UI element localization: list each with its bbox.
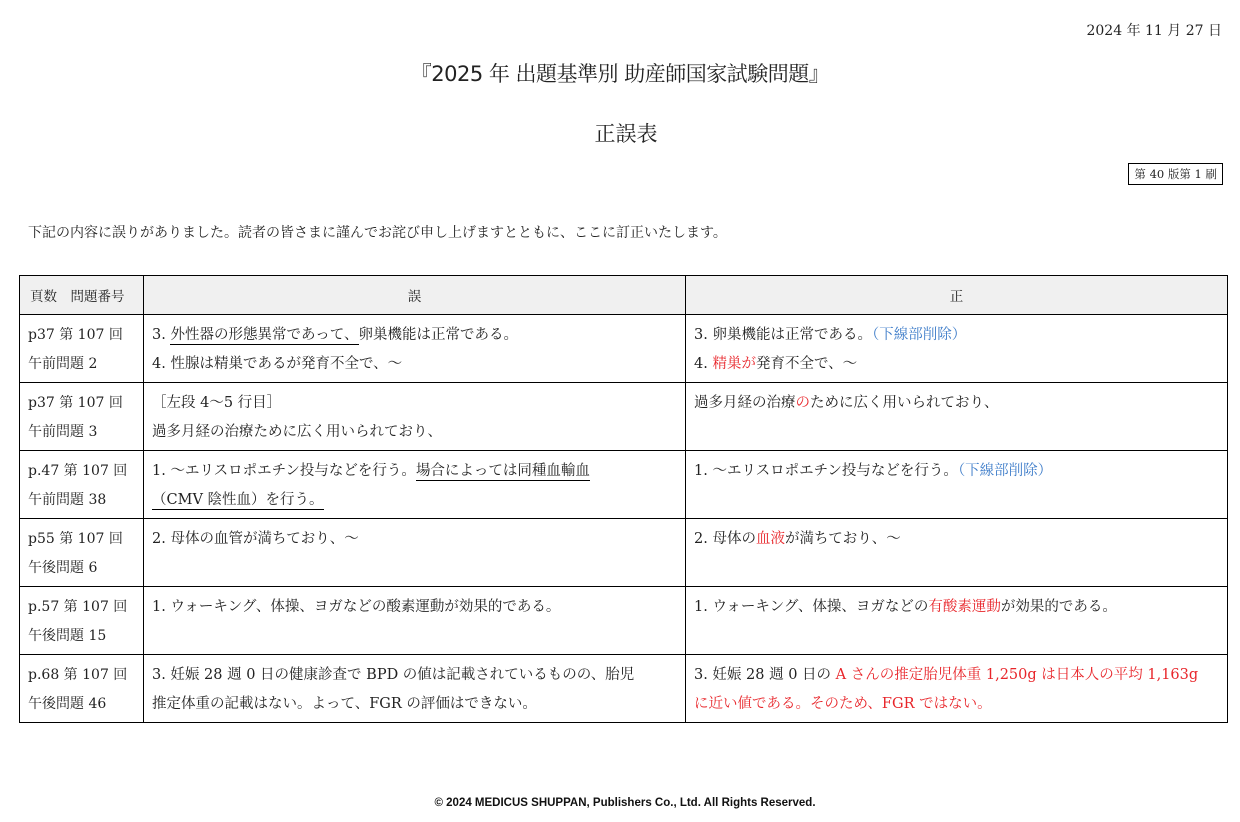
page-cell: [20, 587, 144, 655]
text-segment: 3.: [152, 327, 171, 343]
text-line: [694, 321, 1219, 350]
copyright-footer: © 2024 MEDICUS SHUPPAN, Publishers Co., Ltd. All Rights Reserved.: [434, 797, 816, 809]
text-segment: 3. 妊娠 28 週 0 日の健康診査で BPD の値は記載されているものの、胎児: [152, 667, 635, 683]
correct-text-cell: [686, 655, 1228, 723]
table-row: [20, 451, 1228, 519]
text-line: [152, 593, 677, 622]
text-segment: ［左段 4～5 行目］: [152, 395, 282, 411]
text-segment: 過多月経の治療: [694, 395, 796, 411]
page-reference: 午後問題 46: [28, 696, 107, 712]
text-line: [152, 486, 677, 515]
header-page: 頁数 問題番号: [20, 276, 144, 315]
text-line: [152, 389, 677, 418]
page-reference: p37 第 107 回: [28, 327, 123, 343]
page-cell: [20, 519, 144, 587]
underlined-error-text: 場合によっては同種血輸血: [415, 463, 590, 479]
deletion-note: （下線部削除）: [957, 463, 1053, 479]
page-reference: 午前問題 3: [28, 424, 98, 440]
underlined-error-text: （CMV 陰性血）を行う。: [152, 492, 324, 508]
text-segment: 1. ～エリスロポエチン投与などを行う。: [152, 463, 416, 479]
text-line: [152, 418, 677, 447]
text-line: [694, 389, 1219, 418]
text-segment: 1. ～エリスロポエチン投与などを行う。: [694, 463, 958, 479]
text-segment: が満ちており、～: [784, 531, 901, 547]
document-title: 『2025 年 出題基準別 助産師国家試験問題』: [410, 62, 830, 86]
text-line: [152, 661, 677, 690]
page-reference: 午後問題 15: [28, 628, 107, 644]
text-line: [152, 350, 677, 379]
page-reference: p37 第 107 回: [28, 395, 123, 411]
corrected-text: 精巣が: [712, 356, 756, 372]
text-segment: 推定体重の記載はない。よって、FGR の評価はできない。: [152, 696, 537, 712]
correct-text-cell: [686, 587, 1228, 655]
wrong-text-cell: [144, 519, 686, 587]
text-segment: 3. 妊娠 28 週 0 日の: [694, 667, 836, 683]
text-line: [694, 525, 1219, 554]
wrong-text-cell: [144, 587, 686, 655]
table-row: [20, 383, 1228, 451]
text-segment: 2. 母体の血管が満ちており、～: [152, 531, 359, 547]
text-segment: 過多月経の治療ために広く用いられており、: [152, 424, 442, 440]
text-segment: が効果的である。: [1000, 599, 1117, 615]
corrected-text: の: [795, 395, 810, 411]
text-line: [694, 350, 1219, 379]
text-line: [694, 457, 1219, 486]
issue-date: 2024 年 11 月 27 日: [1086, 23, 1222, 39]
correct-text-cell: [686, 315, 1228, 383]
text-line: [694, 661, 1219, 690]
text-segment: ために広く用いられており、: [810, 395, 999, 411]
text-segment: 1. ウォーキング、体操、ヨガなどの酸素運動が効果的である。: [152, 599, 561, 615]
page-reference: p.47 第 107 回: [28, 463, 128, 479]
page-reference: 午後問題 6: [28, 560, 98, 576]
correct-text-cell: [686, 383, 1228, 451]
wrong-text-cell: [144, 315, 686, 383]
page-cell: [20, 451, 144, 519]
page-reference: p.68 第 107 回: [28, 667, 128, 683]
header-right: 正: [686, 276, 1228, 315]
deletion-note: （下線部削除）: [871, 327, 967, 343]
text-line: [152, 525, 677, 554]
corrected-text: に近い値である。そのため、FGR ではない。: [694, 696, 992, 712]
table-row: [20, 519, 1228, 587]
corrected-text: 有酸素運動: [928, 599, 1001, 615]
page-cell: [20, 655, 144, 723]
page-reference: p55 第 107 回: [28, 531, 123, 547]
text-segment: 4. 性腺は精巣であるが発育不全で、～: [152, 356, 403, 372]
table-row: [20, 315, 1228, 383]
edition-badge: 第 40 版第 1 刷: [1128, 163, 1223, 185]
text-line: [152, 690, 677, 719]
corrected-text: 血液: [755, 531, 785, 547]
errata-body: [20, 315, 1228, 723]
text-line: [152, 321, 677, 350]
page-reference: 午前問題 38: [28, 492, 107, 508]
intro-text: 下記の内容に誤りがありました。読者の皆さまに謹んでお詫び申し上げますとともに、ここに訂正いたします。: [28, 225, 727, 241]
text-segment: 3. 卵巣機能は正常である。: [694, 327, 872, 343]
text-line: [694, 593, 1219, 622]
page-reference: 午前問題 2: [28, 356, 98, 372]
errata-table: [19, 275, 1228, 723]
underlined-error-text: 外性器の形態異常であって、: [170, 327, 359, 343]
text-line: [152, 457, 677, 486]
page-reference: p.57 第 107 回: [28, 599, 128, 615]
correct-text-cell: [686, 519, 1228, 587]
text-segment: 2. 母体の: [694, 531, 756, 547]
table-header-row: [20, 276, 1228, 315]
wrong-text-cell: [144, 655, 686, 723]
text-segment: 1. ウォーキング、体操、ヨガなどの: [694, 599, 929, 615]
table-row: [20, 655, 1228, 723]
wrong-text-cell: [144, 383, 686, 451]
text-segment: 卵巣機能は正常である。: [358, 327, 519, 343]
page-cell: [20, 383, 144, 451]
page-cell: [20, 315, 144, 383]
document-subtitle: 正誤表: [594, 122, 658, 146]
wrong-text-cell: [144, 451, 686, 519]
text-segment: 4.: [694, 356, 713, 372]
table-row: [20, 587, 1228, 655]
correct-text-cell: [686, 451, 1228, 519]
text-segment: 発育不全で、～: [755, 356, 858, 372]
corrected-text: A さんの推定胎児体重 1,250g は日本人の平均 1,163g: [835, 667, 1199, 683]
text-line: [694, 690, 1219, 719]
header-wrong: 誤: [144, 276, 686, 315]
